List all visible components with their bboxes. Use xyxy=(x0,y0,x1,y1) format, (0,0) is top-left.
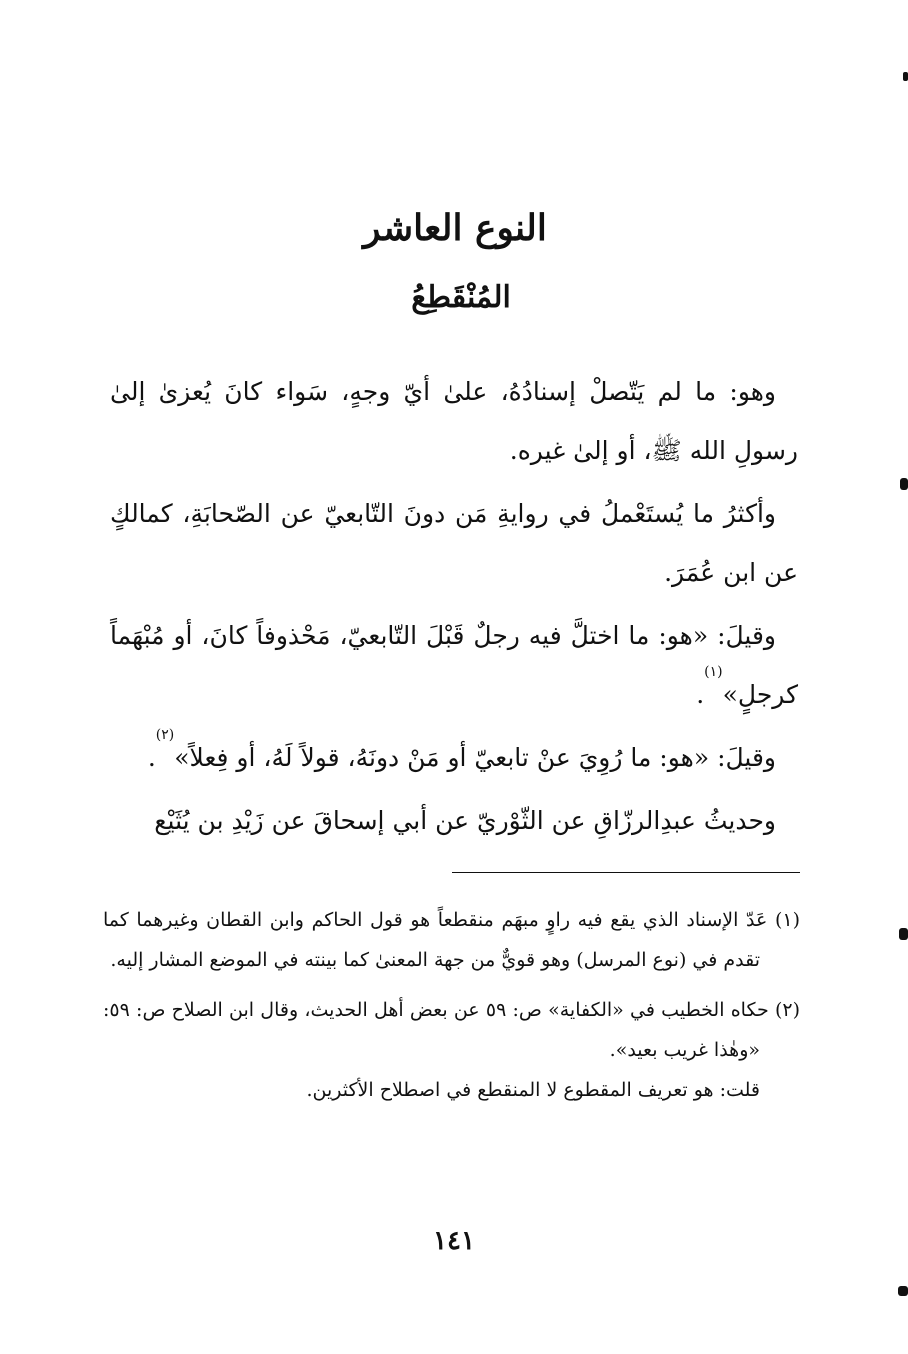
footnote-separator xyxy=(452,872,800,873)
paragraph-text: وأكثرُ ما يُستَعْملُ في روايةِ مَن دونَ التّابعيّ عن الصّحابَةِ، كمالكٍ عن ابن عُمَرَ. xyxy=(110,499,798,587)
scan-edge-mark xyxy=(903,72,908,81)
paragraph: وقيلَ: «هو: ما اختلَّ فيه رجلٌ قَبْلَ التّابعيّ، مَحْذوفاً كانَ، أو مُبْهَماً كرجلٍ»$^{(١)}$. xyxy=(110,621,798,709)
page-number: ١٤١ xyxy=(433,1226,475,1256)
main-text xyxy=(110,362,798,854)
paragraph-text: وقيلَ: «هو: ما رُوِيَ عنْ تابعيّ أو مَنْ دونَهُ، قولاً لَهُ، أو فِعلاً» xyxy=(174,743,776,772)
paragraph xyxy=(110,791,798,850)
footnote-marker: (١) xyxy=(774,909,800,931)
footnote-ref[interactable]: (٢) xyxy=(155,727,175,743)
footnote xyxy=(103,900,800,980)
paragraph-text: وقيلَ: «هو: ما اختلَّ فيه رجلٌ قَبْلَ التّابعيّ، مَحْذوفاً كانَ، أو مُبْهَماً كرجلٍ» xyxy=(110,621,798,709)
chapter-title: النوع العاشر xyxy=(363,207,547,249)
footnote-continuation: قلت: هو تعريف المقطوع لا المنقطع في اصطلاح الأكثرين. xyxy=(306,1079,760,1101)
paragraph xyxy=(110,362,798,480)
paragraph-text: وهو: ما لم يَتّصلْ إسنادُهُ، علىٰ أيّ وجهٍ، سَواء كانَ يُعزىٰ إلىٰ رسولِ الله ﷺ، أو إلىٰ غيره. xyxy=(110,377,798,465)
scan-edge-mark xyxy=(899,928,908,940)
footnote-text: حكاه الخطيب في «الكفاية» ص: ٥٩ عن بعض أهل الحديث، وقال ابن الصلاح ص: ٥٩: «وهٰذا غريب بعيد». xyxy=(103,999,769,1061)
paragraph-text: وحديثُ عبدِالرزّاقِ عن الثّوْريّ عن أبي إسحاقَ عن زَيْدِ بن يُثَيْع xyxy=(154,806,776,835)
scan-edge-mark xyxy=(898,1286,908,1296)
chapter-subtitle: المُنْقَطِعُ xyxy=(411,280,511,315)
footnote-marker: (٢) xyxy=(774,999,800,1021)
footnotes xyxy=(103,900,800,1110)
footnote-text: عَدّ الإسناد الذي يقع فيه راوٍ مبهَم منقطعاً هو قول الحاكم وابن القطان وغيرهما كما تقدم في (نوع المرسل) وهو قويٌّ من جهة المعنىٰ كما بينته في الموضع المشار إليه. xyxy=(103,909,768,971)
scan-edge-mark xyxy=(900,478,908,490)
paragraph xyxy=(110,484,798,602)
footnote-ref[interactable]: (١) xyxy=(704,664,723,680)
paragraph: وقيلَ: «هو: ما رُوِيَ عنْ تابعيّ أو مَنْ دونَهُ، قولاً لَهُ، أو فِعلاً»$^{(٢)}$. xyxy=(147,727,776,772)
footnote xyxy=(103,990,800,1070)
